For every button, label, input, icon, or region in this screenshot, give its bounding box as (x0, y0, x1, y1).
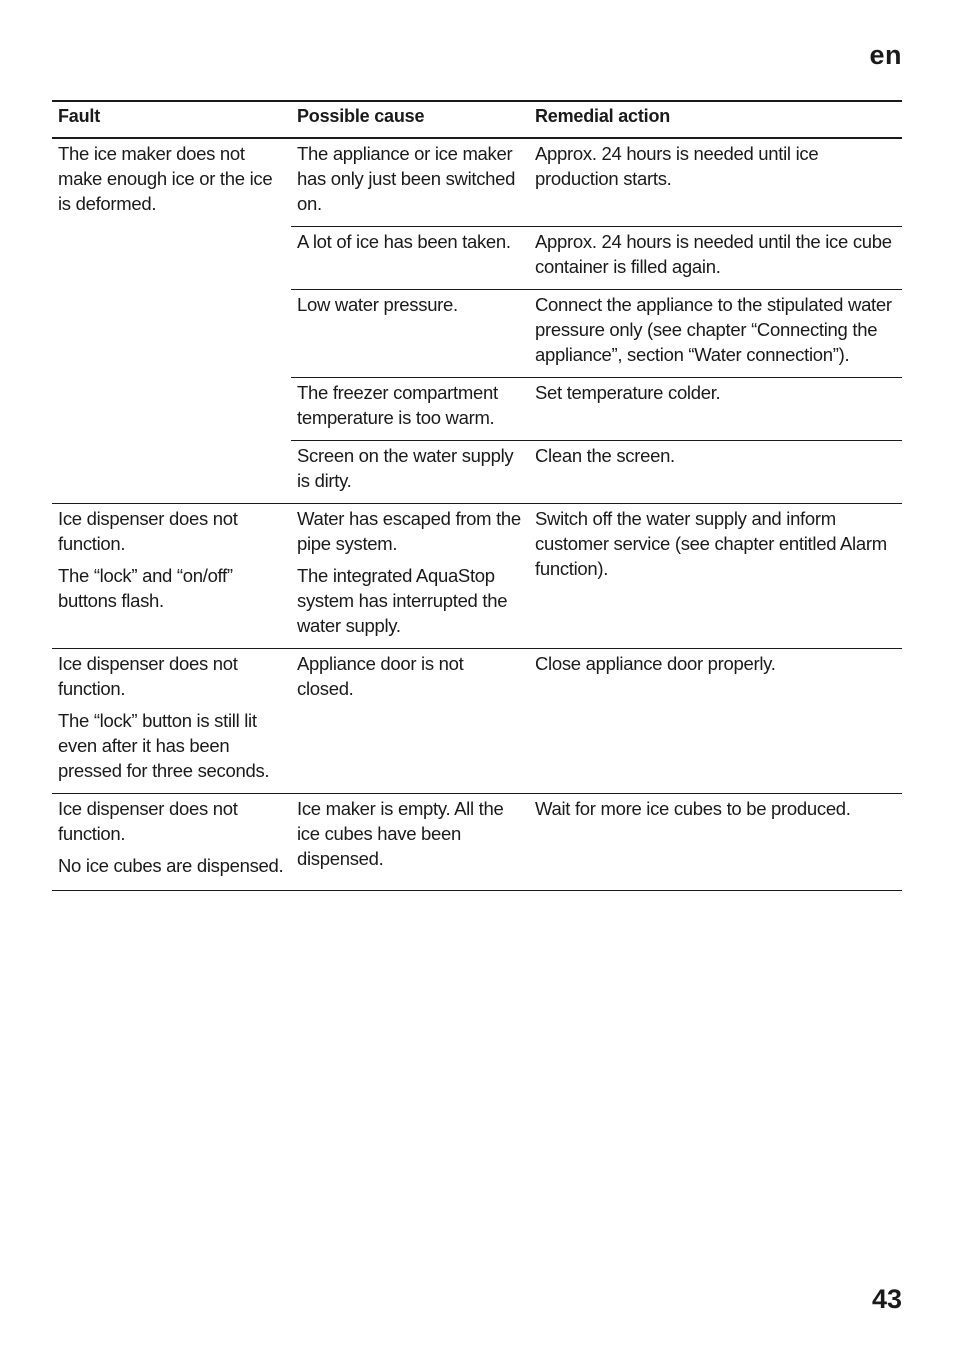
action-text: Wait for more ice cubes to be produced. (535, 798, 851, 819)
fault-text: Ice dispenser does not function. (58, 798, 238, 844)
cause-cell (291, 227, 529, 290)
action-text: Switch off the water supply and inform customer service (see chapter entitled Alarm function). (535, 508, 887, 579)
cause-text: Appliance door is not closed. (297, 653, 464, 699)
action-text: Approx. 24 hours is needed until the ice cube container is filled again. (535, 231, 892, 277)
fault-cell (52, 504, 291, 649)
table-row (52, 504, 902, 649)
cause-cell (291, 649, 529, 794)
action-cell (529, 138, 902, 227)
action-cell (529, 290, 902, 378)
fault-text: Ice dispenser does not function. (58, 653, 238, 699)
cause-cell (291, 378, 529, 441)
action-cell (529, 378, 902, 441)
action-text: Approx. 24 hours is needed until ice production starts. (535, 143, 819, 189)
cause-text: Low water pressure. (297, 294, 458, 315)
column-header-action: Remedial action (529, 101, 902, 138)
fault-detail-text: The “lock” button is still lit even after it has been pressed for three seconds. (58, 710, 270, 781)
action-cell (529, 441, 902, 504)
table-row (52, 649, 902, 794)
cause-text: Screen on the water supply is dirty. (297, 445, 514, 491)
action-text: Set temperature colder. (535, 382, 721, 403)
cause-text: Water has escaped from the pipe system. (297, 508, 521, 554)
fault-text: Ice dispenser does not function. (58, 508, 238, 554)
cause-cell (291, 138, 529, 227)
table-header-row (52, 101, 902, 138)
cause-cell (291, 794, 529, 891)
language-label: en (869, 40, 902, 70)
cause-text: The integrated AquaStop system has interrupted the water supply. (297, 565, 508, 636)
action-text: Connect the appliance to the stipulated water pressure only (see chapter “Connecting the appliance”, section “Water connection”). (535, 294, 892, 365)
page-number: 43 (871, 1284, 902, 1314)
column-header-cause: Possible cause (291, 101, 529, 138)
fault-detail-text: No ice cubes are dispensed. (58, 855, 284, 876)
column-header-fault: Fault (52, 101, 291, 138)
cause-cell (291, 441, 529, 504)
action-text: Close appliance door properly. (535, 653, 776, 674)
cause-text: Ice maker is empty. All the ice cubes have been dispensed. (297, 798, 504, 869)
fault-cell (52, 649, 291, 794)
cause-text: A lot of ice has been taken. (297, 231, 511, 252)
table-row (52, 138, 902, 227)
troubleshooting-table (52, 100, 902, 891)
fault-cell (52, 138, 291, 504)
action-cell (529, 794, 902, 891)
table-row (52, 794, 902, 891)
cause-text: The appliance or ice maker has only just been switched on. (297, 143, 516, 214)
cause-cell (291, 290, 529, 378)
fault-detail-text: The “lock” and “on/off” buttons flash. (58, 565, 233, 611)
action-cell (529, 504, 902, 649)
fault-cell (52, 794, 291, 891)
cause-text: The freezer compartment temperature is too warm. (297, 382, 498, 428)
cause-cell (291, 504, 529, 649)
action-text: Clean the screen. (535, 445, 675, 466)
action-cell (529, 227, 902, 290)
action-cell (529, 649, 902, 794)
fault-text: The ice maker does not make enough ice or the ice is deformed. (58, 143, 273, 214)
